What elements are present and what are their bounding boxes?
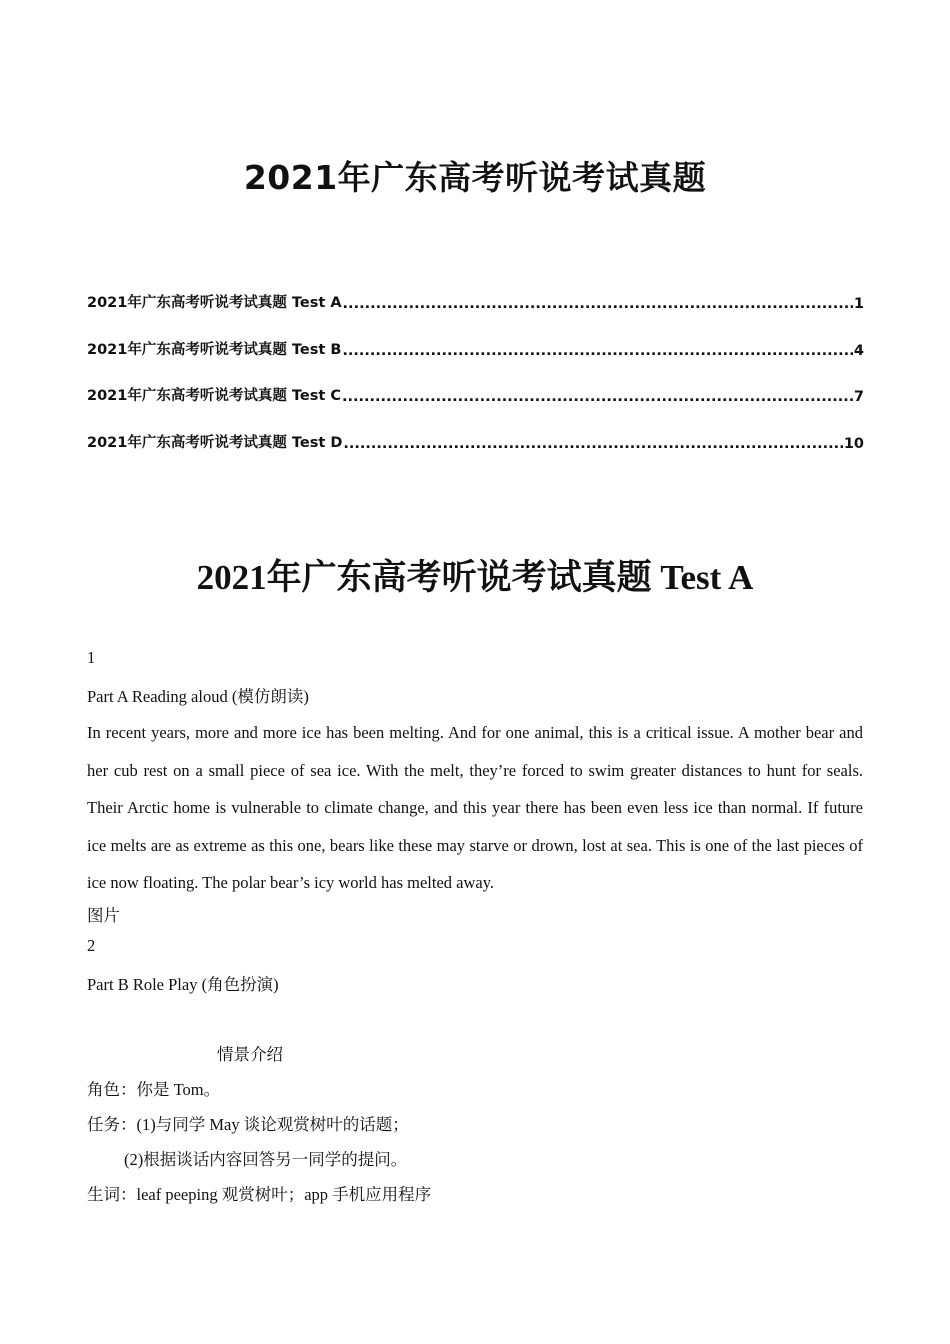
vocabulary-line: 生词：leaf peeping 观赏树叶；app 手机应用程序 — [87, 1185, 432, 1204]
picture-label: 图片 — [87, 906, 120, 925]
toc-leader-dots — [342, 389, 853, 405]
task-line-2: (2)根据谈话内容回答另一同学的提问。 — [124, 1150, 408, 1169]
toc-entry-test-d[interactable] — [87, 432, 864, 452]
toc-entry-test-c[interactable] — [87, 385, 864, 405]
reading-passage: In recent years, more and more ice has been melting. And for one animal, this is a critical issue. A mother bear and her cub rest on a small piece of sea ice. With the melt, they’re forced to swim greater distances to hunt for seals. Their Arctic home is vulnerable to climate change, and this year there has been even less ice than normal. If future ice melts are as extreme as this one, bears like these may starve or drown, lost at sea. This is one of the last pieces of ice now floating. The polar bear’s icy world has melted away. — [87, 723, 863, 892]
toc-entry-test-a[interactable] — [87, 292, 864, 312]
scenario-heading: 情景介绍 — [217, 1045, 283, 1064]
section-title: 2021年广东高考听说考试真题 Test A — [196, 558, 754, 597]
toc-entry-page: 1 — [853, 296, 864, 312]
toc-entry-test-b[interactable] — [87, 339, 864, 359]
role-line: 角色：你是 Tom。 — [87, 1080, 221, 1099]
toc-leader-dots — [342, 343, 853, 359]
toc-leader-dots — [343, 436, 842, 452]
toc-leader-dots — [343, 296, 853, 312]
task-line-1: 任务：(1)与同学 May 谈论观赏树叶的话题； — [87, 1115, 409, 1134]
part-b-heading: Part B Role Play (角色扮演) — [87, 975, 279, 994]
table-of-contents — [87, 292, 864, 478]
toc-entry-label: 2021年广东高考听说考试真题 Test A — [87, 295, 342, 311]
document-title: 2021年广东高考听说考试真题 — [243, 158, 707, 197]
toc-entry-label: 2021年广东高考听说考试真题 Test B — [87, 341, 342, 358]
toc-entry-page: 7 — [853, 389, 864, 405]
toc-entry-label: 2021年广东高考听说考试真题 Test D — [87, 434, 343, 451]
toc-entry-page: 10 — [843, 435, 864, 452]
part-a-heading: Part A Reading aloud (模仿朗读) — [87, 687, 309, 706]
toc-entry-label: 2021年广东高考听说考试真题 Test C — [87, 388, 341, 404]
question-number: 2 — [87, 936, 96, 955]
toc-entry-page: 4 — [853, 342, 864, 359]
question-number: 1 — [87, 648, 96, 667]
